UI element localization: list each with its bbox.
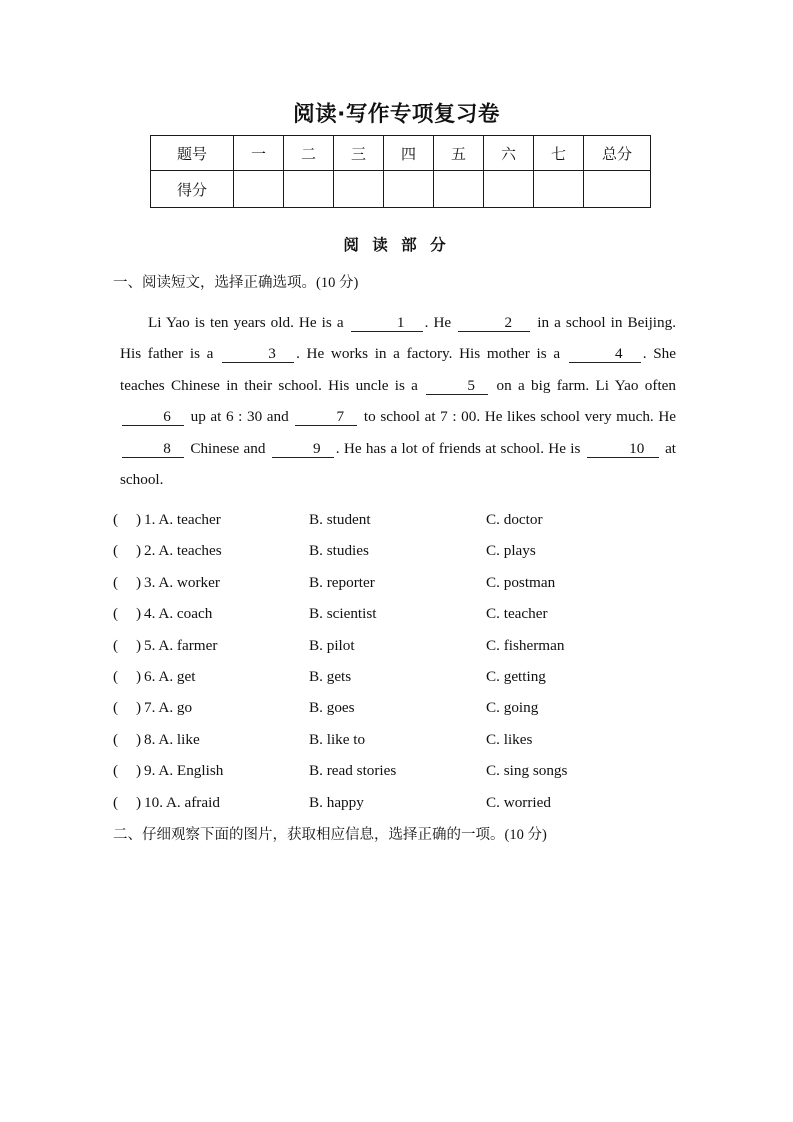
answer-paren-open-10: ( xyxy=(113,793,119,811)
score-cell-5[interactable] xyxy=(434,171,484,208)
cloze-blank-5[interactable]: 5 xyxy=(426,378,488,395)
option-c-3[interactable]: C. postman xyxy=(486,573,556,591)
option-c-8[interactable]: C. likes xyxy=(486,730,533,748)
option-b-5[interactable]: B. pilot xyxy=(309,636,355,654)
answer-paren-open-3: ( xyxy=(113,573,119,591)
answer-paren-open-9: ( xyxy=(113,762,119,780)
cloze-blank-7[interactable]: 7 xyxy=(295,409,357,426)
option-a-9[interactable]: 9. A. English xyxy=(144,762,224,780)
option-a-6[interactable]: 6. A. get xyxy=(144,667,196,685)
question-prompt-1 xyxy=(113,271,358,292)
score-cell-3[interactable] xyxy=(334,171,384,208)
answer-blank-7[interactable]: ) xyxy=(136,699,142,717)
answer-paren-open-2: ( xyxy=(113,542,119,560)
cloze-blank-3[interactable]: 3 xyxy=(222,346,294,363)
option-row-10 xyxy=(113,791,683,822)
passage-text-1: Li Yao is ten years old. He is a xyxy=(148,314,344,331)
option-a-8[interactable]: 8. A. like xyxy=(144,730,200,748)
passage-text-3: in a school in Beijing. His father is a xyxy=(120,314,676,363)
passage-text-10: . He has a lot of friends at school. He is xyxy=(335,439,581,457)
option-row-3 xyxy=(113,571,683,602)
passage-text-11: at school. xyxy=(120,439,677,489)
option-row-5 xyxy=(113,634,683,665)
answer-paren-open-8: ( xyxy=(113,730,119,748)
answer-paren-open-1: ( xyxy=(113,511,119,528)
page-title: 阅读·写作专项复习卷 xyxy=(293,102,500,127)
passage-text-7: up at 6 : 30 and xyxy=(190,408,289,426)
score-table-col-3: 三 xyxy=(334,136,384,171)
answer-blank-6[interactable]: ) xyxy=(136,667,142,685)
option-b-6[interactable]: B. gets xyxy=(309,667,352,685)
option-b-4[interactable]: B. scientist xyxy=(309,605,377,623)
option-c-1[interactable]: C. doctor xyxy=(486,511,543,528)
section-heading-reading: 阅 读 部 分 xyxy=(343,236,450,254)
option-c-6[interactable]: C. getting xyxy=(486,667,546,685)
prompt-1-points: (10 分) xyxy=(316,275,359,291)
option-row-8 xyxy=(113,728,683,759)
option-c-5[interactable]: C. fisherman xyxy=(486,636,565,654)
score-table-row-label-0: 题号 xyxy=(151,136,234,171)
option-a-1[interactable]: 1. A. teacher xyxy=(144,511,221,528)
cloze-blank-2[interactable]: 2 xyxy=(458,315,530,332)
option-b-7[interactable]: B. goes xyxy=(309,699,355,717)
cloze-blank-4[interactable]: 4 xyxy=(569,346,641,363)
table-row-scores xyxy=(151,171,651,208)
passage-text-9: Chinese and xyxy=(190,439,266,457)
score-table-col-total: 总分 xyxy=(584,136,651,171)
score-table-col-5: 五 xyxy=(434,136,484,171)
prompt-2-text: 仔细观察下面的图片，获取相应信息，选择正确的一项。 xyxy=(142,827,505,843)
answer-blank-5[interactable]: ) xyxy=(136,636,142,654)
score-table-col-6: 六 xyxy=(484,136,534,171)
cloze-blank-9[interactable]: 9 xyxy=(272,441,334,458)
cloze-blank-1[interactable]: 1 xyxy=(351,315,423,332)
option-row-9 xyxy=(113,759,683,790)
prompt-2-points: (10 分) xyxy=(504,827,547,843)
passage-text-8: to school at 7 : 00. He likes school very much. He xyxy=(363,408,677,426)
option-b-8[interactable]: B. like to xyxy=(309,730,366,748)
cloze-passage xyxy=(120,307,676,495)
score-table-col-4: 四 xyxy=(384,136,434,171)
score-cell-1[interactable] xyxy=(234,171,284,208)
option-b-9[interactable]: B. read stories xyxy=(309,762,397,780)
option-a-4[interactable]: 4. A. coach xyxy=(144,605,213,623)
passage-text-6: on a big farm. Li Yao often xyxy=(496,376,676,394)
option-b-3[interactable]: B. reporter xyxy=(309,573,375,591)
score-cell-total[interactable] xyxy=(584,171,651,208)
option-a-5[interactable]: 5. A. farmer xyxy=(144,636,218,654)
answer-blank-8[interactable]: ) xyxy=(136,730,142,748)
answer-blank-1[interactable]: ) xyxy=(136,511,142,528)
cloze-blank-6[interactable]: 6 xyxy=(122,409,184,426)
score-table-col-1: 一 xyxy=(234,136,284,171)
option-b-2[interactable]: B. studies xyxy=(309,542,369,560)
answer-blank-10[interactable]: ) xyxy=(136,793,142,811)
score-table xyxy=(150,135,651,208)
option-c-4[interactable]: C. teacher xyxy=(486,605,548,623)
option-b-10[interactable]: B. happy xyxy=(309,793,364,811)
cloze-blank-8[interactable]: 8 xyxy=(122,441,184,458)
option-row-6 xyxy=(113,665,683,696)
answer-paren-open-5: ( xyxy=(113,636,119,654)
score-cell-2[interactable] xyxy=(284,171,334,208)
score-cell-4[interactable] xyxy=(384,171,434,208)
option-a-3[interactable]: 3. A. worker xyxy=(144,573,220,591)
option-c-9[interactable]: C. sing songs xyxy=(486,762,568,780)
option-row-2 xyxy=(113,539,683,570)
multiple-choice-options xyxy=(113,508,683,822)
score-table-col-7: 七 xyxy=(534,136,584,171)
answer-blank-3[interactable]: ) xyxy=(136,573,142,591)
option-c-7[interactable]: C. going xyxy=(486,699,539,717)
option-c-2[interactable]: C. plays xyxy=(486,542,536,560)
option-a-2[interactable]: 2. A. teaches xyxy=(144,542,222,560)
answer-blank-2[interactable]: ) xyxy=(136,542,142,560)
option-row-4 xyxy=(113,602,683,633)
passage-text-4: . He works in a factory. His mother is a xyxy=(296,345,561,363)
answer-paren-open-6: ( xyxy=(113,667,119,685)
prompt-1-number: 一、 xyxy=(113,275,142,291)
passage-text-5: . She teaches Chinese in their school. His uncle is a xyxy=(120,345,676,394)
answer-blank-4[interactable]: ) xyxy=(136,605,142,623)
answer-paren-open-7: ( xyxy=(113,699,119,717)
answer-blank-9[interactable]: ) xyxy=(136,762,142,780)
option-a-7[interactable]: 7. A. go xyxy=(144,699,193,717)
option-a-10[interactable]: 10. A. afraid xyxy=(144,793,220,811)
option-row-1 xyxy=(113,508,683,539)
score-cell-6[interactable] xyxy=(484,171,534,208)
passage-text-2: . He xyxy=(424,314,452,331)
option-row-7 xyxy=(113,696,683,727)
cloze-blank-10[interactable]: 10 xyxy=(587,441,659,458)
option-c-10[interactable]: C. worried xyxy=(486,793,551,811)
answer-paren-open-4: ( xyxy=(113,605,119,623)
score-cell-7[interactable] xyxy=(534,171,584,208)
score-table-col-2: 二 xyxy=(284,136,334,171)
prompt-2-number: 二、 xyxy=(113,827,142,843)
prompt-1-text: 阅读短文，选择正确选项。 xyxy=(142,275,316,291)
question-prompt-2 xyxy=(113,823,547,844)
option-b-1[interactable]: B. student xyxy=(309,511,371,528)
score-table-row-label-1: 得分 xyxy=(151,171,234,208)
table-row-question-numbers xyxy=(151,136,651,171)
